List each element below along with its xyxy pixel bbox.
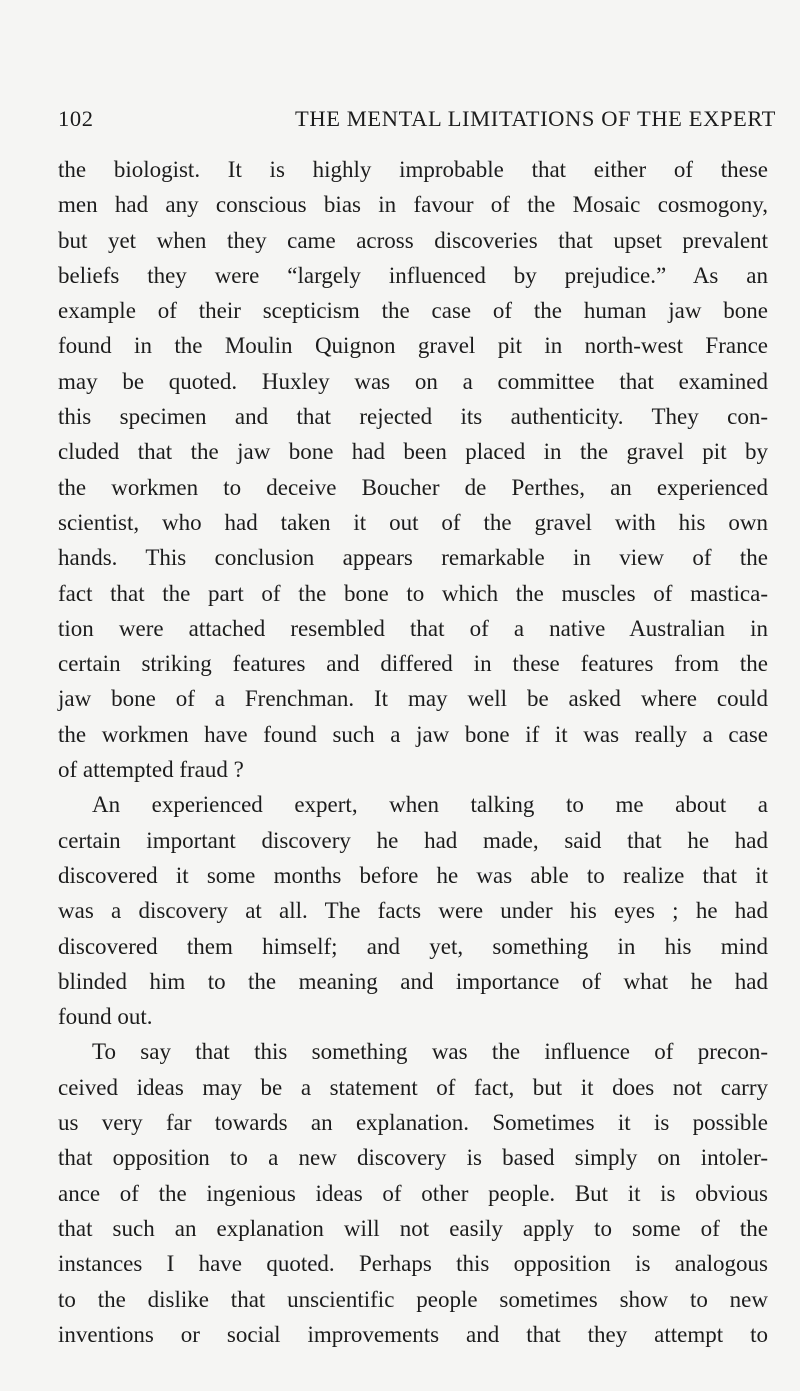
text-line: hands. This conclusion appears remarkable in view of the (58, 545, 768, 571)
text-line: inventions or social improvements and that they attempt to (58, 1321, 768, 1347)
text-line: discovered it some months before he was able to realize that it (58, 862, 768, 888)
text-line: found in the Moulin Quignon gravel pit in north-west France (58, 333, 768, 359)
running-head (58, 106, 776, 140)
text-line: us very far towards an explanation. Sometimes it is possible (58, 1110, 768, 1136)
text-line: men had any conscious bias in favour of the Mosaic cosmogony, (58, 192, 768, 218)
text-line: instances I have quoted. Perhaps this opposition is analogous (58, 1251, 768, 1277)
text-line: but yet when they came across discoveries that upset prevalent (58, 227, 768, 253)
body-text (58, 152, 768, 1352)
text-line: was a discovery at all. The facts were under his eyes ; he had (58, 898, 768, 924)
text-line: beliefs they were “largely influenced by prejudice.” As an (58, 262, 768, 288)
text-line: An experienced expert, when talking to me about a (92, 792, 768, 818)
text-line: ance of the ingenious ideas of other people. But it is obvious (58, 1180, 768, 1206)
text-line: the workmen to deceive Boucher de Perthes, an experienced (58, 474, 768, 500)
text-line: the workmen have found such a jaw bone if it was really a case (58, 721, 768, 747)
text-line: the biologist. It is highly improbable that either of these (58, 157, 768, 182)
text-line: certain important discovery he had made, said that he had (58, 827, 768, 853)
text-line: blinded him to the meaning and importance of what he had (58, 968, 768, 994)
text-line: To say that this something was the influence of precon- (92, 1039, 768, 1065)
text-line: may be quoted. Huxley was on a committee that examined (58, 368, 768, 394)
running-title: THE MENTAL LIMITATIONS OF THE EXPERT (295, 106, 776, 131)
text-line: tion were attached resembled that of a native Australian in (58, 615, 768, 641)
text-line: found out. (58, 1004, 153, 1030)
text-line: to the dislike that unscientific people sometimes show to new (58, 1286, 768, 1312)
text-line: that opposition to a new discovery is based simply on intoler- (58, 1145, 768, 1171)
text-line: this specimen and that rejected its authenticity. They con- (58, 404, 768, 430)
text-line: example of their scepticism the case of the human jaw bone (58, 298, 768, 324)
text-line: ceived ideas may be a statement of fact, but it does not carry (58, 1074, 768, 1100)
text-line: certain striking features and differed in these features from the (58, 651, 768, 677)
text-line: jaw bone of a Frenchman. It may well be asked where could (58, 686, 768, 712)
text-line: scientist, who had taken it out of the gravel with his own (58, 509, 768, 535)
text-line: that such an explanation will not easily apply to some of the (58, 1215, 768, 1241)
text-line: cluded that the jaw bone had been placed in the gravel pit by (58, 439, 768, 465)
text-line: fact that the part of the bone to which the muscles of mastica- (58, 580, 768, 606)
text-line: of attempted fraud ? (58, 757, 244, 783)
text-line: discovered them himself; and yet, something in his mind (58, 933, 768, 959)
page-number: 102 (58, 106, 94, 131)
